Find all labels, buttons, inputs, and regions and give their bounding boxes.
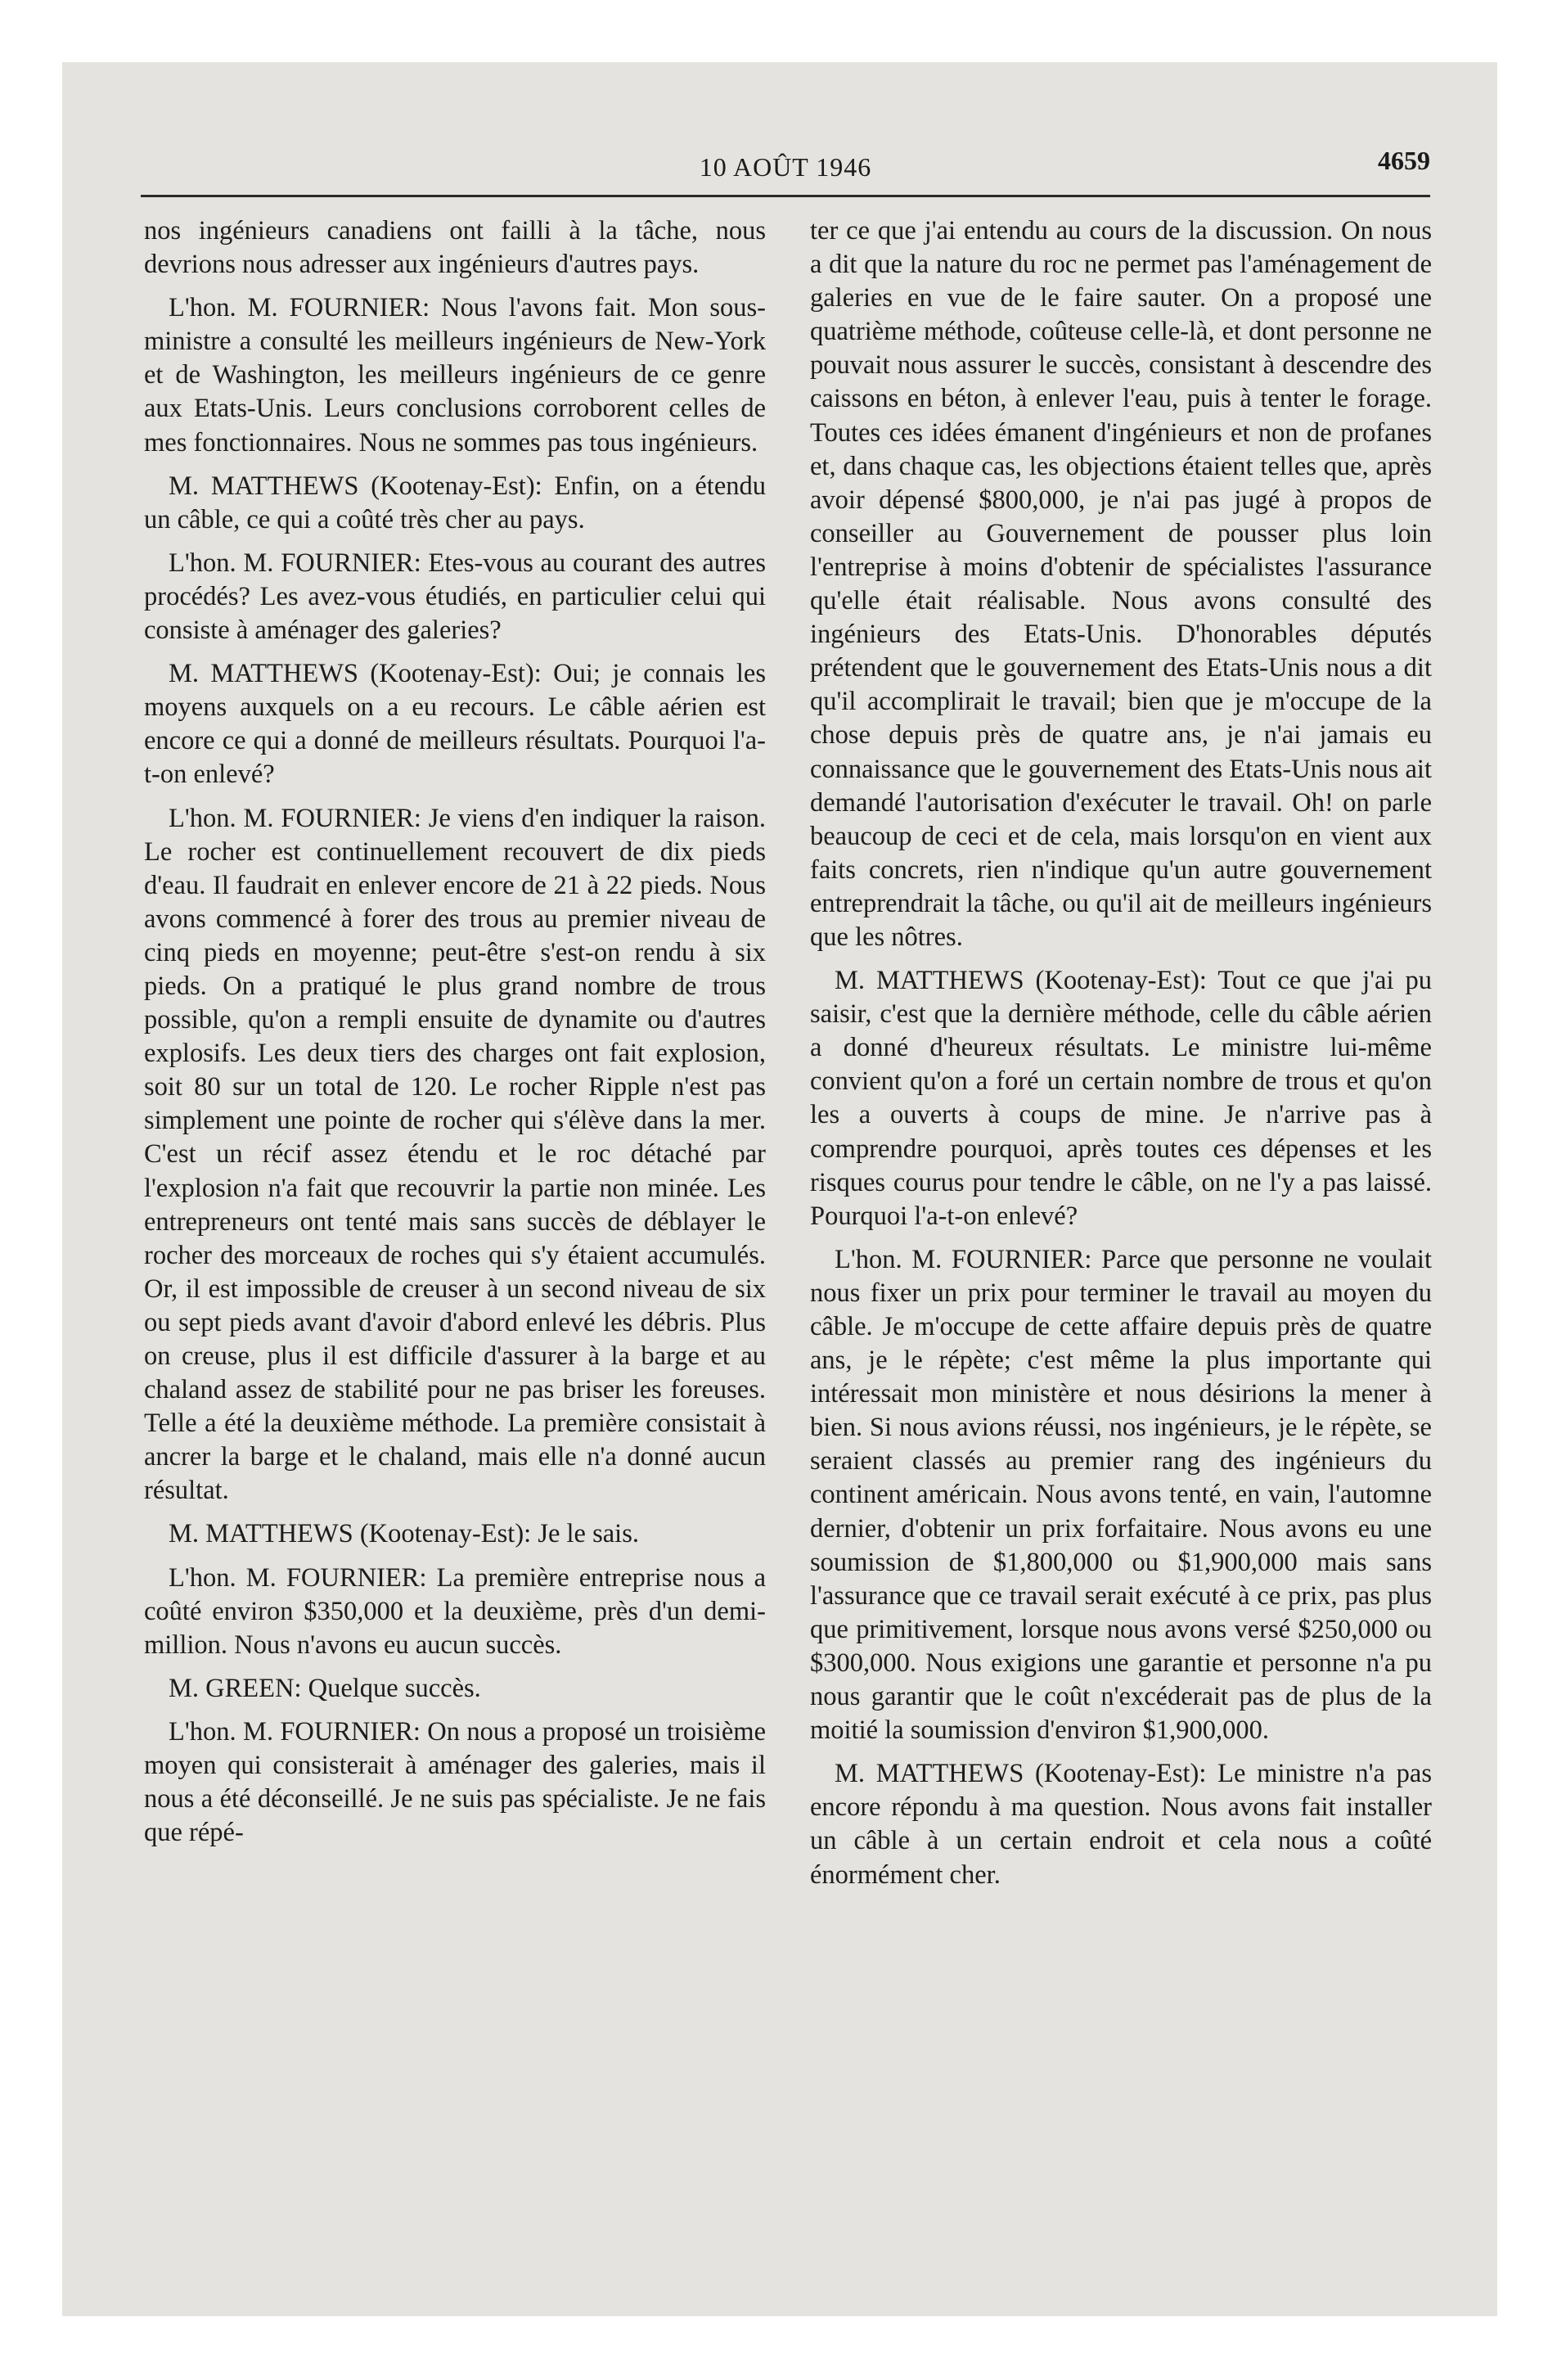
paragraph: L'hon. M. FOURNIER: Etes-vous au courant des autres procédés? Les avez-vous étudiés, en particulier celui qui consiste à aménager des galeries? bbox=[144, 548, 766, 646]
paragraph: M. MATTHEWS (Kootenay-Est): Le ministre n'a pas encore répondu à ma question. Nous avons fait installer un câble à un certain endroit et cela nous a coûté énormément cher. bbox=[810, 1759, 1432, 1890]
header-date: 10 AOÛT 1946 bbox=[699, 152, 872, 182]
paragraph: L'hon. M. FOURNIER: Parce que personne ne voulait nous fixer un prix pour terminer le travail au moyen du câble. Je m'occupe de cette affaire depuis près de quatre ans, je le répète; c'est même la plus importante qui intéressait mon ministère et nous désirions la mener à bien. Si nous avions réussi, nos ingénieurs, je le répète, se seraient classés au premier rang des ingénieurs du continent américain. Nous avons tenté, en vain, l'automne dernier, d'obtenir un prix forfaitaire. Nous avons eu une soumission de $1,800,000 ou $1,900,000 mais sans l'assurance que ce travail serait exécuté à ce prix, pas plus que primitivement, lorsque nous avons versé $250,000 ou $300,000. Nous exigions une garantie et personne n'a pu nous garantir que le coût n'excéderait pas de plus de la moitié la soumission d'environ $1,900,000. bbox=[810, 1244, 1432, 1746]
paragraph: L'hon. M. FOURNIER: Nous l'avons fait. Mon sous-ministre a consulté les meilleurs ingénieurs de New-York et de Washington, les meilleurs ingénieurs de ce genre aux Etats-Unis. Leurs conclusions corroborent celles de mes fonctionnaires. Nous ne sommes pas tous ingénieurs. bbox=[144, 293, 766, 458]
header-rule bbox=[141, 195, 1430, 197]
paragraph: M. GREEN: Quelque succès. bbox=[169, 1673, 481, 1703]
page-header bbox=[141, 146, 1430, 198]
left-column bbox=[144, 214, 766, 1859]
paragraph: L'hon. M. FOURNIER: Je viens d'en indiquer la raison. Le rocher est continuellement recouvert de dix pieds d'eau. Il faudrait en enlever encore de 21 à 22 pieds. Nous avons commencé à forer des trous au premier niveau de cinq pieds en moyenne; peut-être s'est-on rendu à six pieds. On a pratiqué le plus grand nombre de trous possible, qu'on a rempli ensuite de dynamite ou d'autres explosifs. Les deux tiers des charges ont fait explosion, soit 80 sur un total de 120. Le rocher Ripple n'est pas simplement une pointe de rocher qui s'élève dans la mer. C'est un récif assez étendu et le roc détaché par l'explosion n'a fait que recouvrir la partie non minée. Les entrepreneurs ont tenté mais sans succès de déblayer le rocher des morceaux de roches qui s'y étaient accumulés. Or, il est impossible de creuser à un second niveau de six ou sept pieds avant d'avoir d'abord enlevé les débris. Plus on creuse, plus il est difficile d'assurer à la barge et au chaland assez de stabilité pour ne pas briser les foreuses. Telle a été la deuxième méthode. La première consistait à ancrer la barge et le chaland, mais elle n'a donné aucun résultat. bbox=[144, 803, 766, 1506]
paragraph: nos ingénieurs canadiens ont failli à la tâche, nous devrions nous adresser aux ingénieurs d'autres pays. bbox=[144, 216, 766, 280]
paragraph: M. MATTHEWS (Kootenay-Est): Enfin, on a étendu un câble, ce qui a coûté très cher au pays. bbox=[144, 471, 766, 534]
paragraph: M. MATTHEWS (Kootenay-Est): Je le sais. bbox=[169, 1519, 639, 1549]
paragraph: L'hon. M. FOURNIER: La première entreprise nous a coûté environ $350,000 et la deuxième, près d'un demi-million. Nous n'avons eu aucun succès. bbox=[144, 1562, 766, 1660]
paragraph: L'hon. M. FOURNIER: On nous a proposé un troisième moyen qui consisterait à aménager des galeries, mais il nous a été déconseillé. Je ne suis pas spécialiste. Je ne fais que répé- bbox=[144, 1716, 766, 1848]
paragraph: M. MATTHEWS (Kootenay-Est): Oui; je connais les moyens auxquels on a eu recours. Le câble aérien est encore ce qui a donné de meilleurs résultats. Pourquoi l'a-t-on enlevé? bbox=[144, 659, 766, 790]
paragraph: ter ce que j'ai entendu au cours de la discussion. On nous a dit que la nature du roc ne permet pas l'aménagement de galeries en vue de le faire sauter. On a proposé une quatrième méthode, coûteuse celle-là, et dont personne ne pouvait nous assurer le succès, consistant à descendre des caissons en béton, à enlever l'eau, puis à tenter le forage. Toutes ces idées émanent d'ingénieurs et non de profanes et, dans chaque cas, les objections étaient telles que, après avoir dépensé $800,000, je n'ai pas jugé à propos de conseiller au Gouvernement de pousser plus loin l'entreprise à moins d'obtenir de spécialistes l'assurance qu'elle était réalisable. Nous avons consulté des ingénieurs des Etats-Unis. D'honorables députés prétendent que le gouvernement des Etats-Unis nous a dit qu'il accomplirait le travail; bien que je m'occupe de la chose depuis près de quatre ans, je n'ai jamais eu connaissance que le gouvernement des Etats-Unis nous ait demandé l'autorisation d'exécuter le travail. Oh! on parle beaucoup de ceci et de cela, mais lorsqu'on en vient aux faits concrets, rien n'indique qu'un autre gouvernement entreprendrait la tâche, ou qu'il ait de meilleurs ingénieurs que les nôtres. bbox=[810, 216, 1432, 952]
paragraph: M. MATTHEWS (Kootenay-Est): Tout ce que j'ai pu saisir, c'est que la dernière méthode, celle du câble aérien a donné d'heureux résultats. Le ministre lui-même convient qu'on a foré un certain nombre de trous et qu'on les a ouverts à coups de mine. Je n'arrive pas à comprendre pourquoi, après toutes ces dépenses et les risques courus pour tendre le câble, on ne l'y a pas laissé. Pourquoi l'a-t-on enlevé? bbox=[810, 966, 1432, 1231]
page-number: 4659 bbox=[1378, 146, 1430, 175]
right-column bbox=[810, 214, 1432, 1902]
